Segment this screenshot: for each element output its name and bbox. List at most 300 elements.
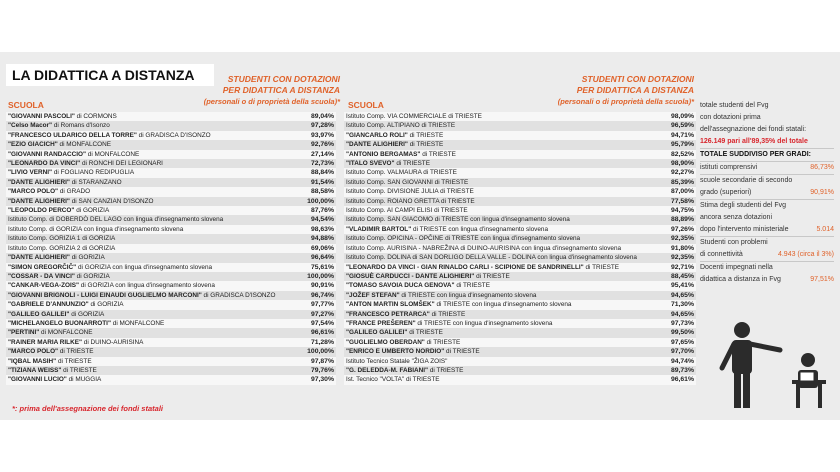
school-title: "DANTE ALIGHIERI" (346, 141, 408, 149)
school-location: di GRADO (58, 188, 91, 196)
school-name (346, 272, 510, 281)
percentage-value: 97,30% (310, 376, 334, 384)
table-row (6, 112, 336, 121)
school-name (8, 178, 122, 187)
table-row (6, 281, 336, 290)
table-row (6, 366, 336, 375)
school-location: Istituto Comp. OPICINA - OPČINE di TRIESTE con lingua d'insegnamento slovena (346, 235, 581, 243)
percentage-value: 92,35% (670, 254, 694, 262)
school-title: "MARCO POLO" (8, 188, 59, 196)
table-row (6, 215, 336, 224)
school-location: di RONCHI DEI LEGIONARI (80, 160, 163, 168)
school-title: "ANTON MARTIN SLOMŠEK" (346, 301, 435, 309)
table-row (6, 178, 336, 187)
percentage-value: 96,61% (670, 376, 694, 384)
school-location: di GORIZIA con lingua d'insegnamento slovena (79, 282, 215, 290)
percentage-value: 96,59% (670, 122, 694, 130)
percentage-value: 99,50% (670, 329, 694, 337)
school-name (8, 187, 90, 196)
table-row (344, 150, 696, 159)
school-name (346, 150, 456, 159)
school-location: di TRIESTE (428, 366, 464, 374)
school-location: Istituto Comp. SAN GIACOMO di TRIESTE con lingua d'insegnamento slovena (346, 216, 570, 224)
percentage-value: 77,58% (670, 197, 694, 205)
school-title: "PERTINI" (8, 329, 40, 337)
school-location: di TRIESTE (58, 348, 94, 356)
table-row (344, 366, 696, 375)
table-row (344, 131, 696, 140)
percentage-value: 97,73% (670, 319, 694, 327)
table-row (6, 328, 336, 337)
left-column-header (150, 74, 340, 107)
table-row (344, 253, 696, 262)
table-row (344, 263, 696, 272)
summary-stima-1: Stima degli studenti del Fvg (700, 202, 786, 209)
percentage-value: 97,54% (310, 319, 334, 327)
percentage-value: 87,00% (670, 188, 694, 196)
table-row (344, 112, 696, 121)
school-title: "ENRICO E UMBERTO NORDIO" (346, 348, 445, 356)
school-name (346, 244, 621, 253)
summary-secondarie-1: scuole secondarie di secondo (700, 177, 793, 184)
school-location: di MONFALCONE (57, 141, 111, 149)
school-name (8, 225, 183, 234)
header-line-2: PER DIDATTICA A DISTANZA (222, 85, 340, 95)
percentage-value: 96,61% (310, 329, 334, 337)
school-name (346, 178, 468, 187)
school-name (8, 253, 105, 262)
school-name (8, 159, 163, 168)
table-row (344, 357, 696, 366)
school-location: Istituto Comp. AURISINA - NABREŽINA di DUINO-AURISINA con lingua d'insegnamento slovena (346, 244, 622, 252)
table-row (6, 244, 336, 253)
percentage-value: 90,91% (310, 282, 334, 290)
table-row (344, 225, 696, 234)
school-name (8, 140, 111, 149)
school-name (8, 375, 101, 384)
school-title: "GIOVANNI PASCOLI" (8, 113, 75, 120)
table-row (6, 338, 336, 347)
percentage-value: 89,04% (310, 113, 334, 120)
school-location: di GRADISCA D'ISONZO (136, 131, 211, 139)
school-location: di GRADISCA D'ISONZO (201, 291, 276, 299)
school-name (8, 281, 215, 290)
school-location: Istituto Comp. VALMAURA di TRIESTE (346, 169, 457, 177)
percentage-value: 98,90% (670, 160, 694, 168)
right-school-label: SCUOLA (348, 100, 384, 110)
school-location: di GORIZIA (74, 207, 110, 215)
school-title: "TIZIANA WEISS" (8, 366, 62, 374)
percentage-value: 100,00% (307, 197, 334, 205)
school-name (8, 112, 117, 121)
right-column-header (510, 74, 694, 107)
school-title: "FRANCESCO ULDARICO DELLA TORRE" (8, 131, 137, 139)
school-name (346, 131, 443, 140)
school-location: di TRIESTE (407, 131, 444, 139)
percentage-value: 88,58% (310, 188, 334, 196)
percentage-value: 97,70% (670, 348, 694, 356)
table-row (344, 291, 696, 300)
table-row (344, 281, 696, 290)
school-name (8, 121, 110, 130)
table-row (344, 375, 696, 384)
school-name (346, 140, 443, 149)
table-row (344, 234, 696, 243)
school-location: Ist. Tecnico "VOLTA" di TRIESTE (346, 376, 440, 384)
summary-connettivita (700, 249, 834, 262)
table-row (344, 300, 696, 309)
school-name (8, 319, 164, 328)
percentage-value: 94,75% (670, 207, 694, 215)
school-title: "MARCO POLO" (8, 348, 59, 356)
table-row (344, 140, 696, 149)
school-name (346, 338, 460, 347)
percentage-value: 96,64% (310, 254, 334, 262)
school-name (8, 272, 110, 281)
school-title: "GABRIELE D'ANNUNZIO" (8, 301, 89, 309)
secondarie-value: 90,91% (810, 189, 834, 196)
summary-line: con dotazioni prima (700, 114, 761, 121)
school-title: "GIOVANNI LUCIO" (8, 376, 67, 384)
percentage-value: 97,87% (310, 357, 334, 365)
school-name (8, 131, 211, 140)
school-name (346, 357, 447, 366)
school-location: di TRIESTE (583, 263, 620, 271)
school-name (346, 187, 474, 196)
school-name (346, 159, 430, 168)
school-location: di TRIESTE (407, 329, 443, 337)
table-row (6, 206, 336, 215)
table-row (344, 187, 696, 196)
table-row (6, 197, 336, 206)
istituti-value: 86,73% (810, 164, 834, 171)
table-row (6, 300, 336, 309)
percentage-value: 69,06% (310, 244, 334, 252)
percentage-value: 95,79% (670, 141, 694, 149)
school-location: Istituto Comp. ALTIPIANO di TRIESTE (346, 122, 456, 130)
percentage-value: 100,00% (307, 272, 334, 280)
school-location: Istituto Comp. DOLINA di SAN DORLIGO DELLA VALLE - DOLINA con lingua d'insegnamento slovena (346, 254, 637, 262)
school-name (346, 310, 465, 319)
percentage-value: 95,41% (670, 282, 694, 290)
school-location: di TRIESTE (407, 141, 444, 149)
school-name (346, 197, 475, 206)
percentage-value: 27,14% (310, 150, 334, 158)
stima-value: 5.014 (816, 226, 834, 233)
school-location: di TRIESTE con lingua d'insegnamento slovena (415, 319, 553, 327)
school-location: di TRIESTE (56, 357, 92, 365)
table-row (6, 234, 336, 243)
school-title: "LIVIO VERNI" (8, 169, 53, 177)
school-name (346, 215, 570, 224)
summary-docenti-1: Docenti impegnati nella (700, 264, 773, 271)
school-title: "GIOVANNI BRIGNOLI - LUIGI EINAUDI GUGLIELMO MARCONI" (8, 291, 202, 299)
school-name (346, 121, 455, 130)
school-location: di GORIZIA (88, 301, 124, 309)
left-school-table (6, 112, 336, 385)
school-title: "FRANCESCO PETRARCA" (346, 310, 430, 318)
table-row (6, 140, 336, 149)
table-row (6, 291, 336, 300)
percentage-value: 71,30% (670, 301, 694, 309)
summary-line: totale studenti del Fvg (700, 102, 769, 109)
school-title: "ANTONIO BERGAMAS" (346, 150, 421, 158)
school-name (8, 168, 134, 177)
school-location: Istituto Comp. ROIANO GRETTA di TRIESTE (346, 197, 475, 205)
school-name (8, 338, 143, 347)
percentage-value: 98,09% (670, 113, 694, 120)
percentage-value: 85,39% (670, 178, 694, 186)
school-location: di GORIZIA (69, 254, 105, 262)
percentage-value: 94,71% (670, 131, 694, 139)
school-title: "GIANCARLO ROLI" (346, 131, 408, 139)
summary-connettivita-1: Studenti con problemi (700, 239, 768, 246)
school-title: "LEONARDO DA VINCI" (8, 160, 81, 168)
school-location: di MONFALCONE (110, 319, 165, 327)
school-location: di TRIESTE (474, 272, 510, 280)
teacher-and-student-icon (718, 320, 838, 412)
percentage-value: 88,84% (310, 169, 334, 177)
percentage-value: 82,52% (670, 150, 694, 158)
summary-total: 126.149 pari all'89,35% del totale (700, 136, 834, 149)
school-name (8, 328, 93, 337)
connettivita-value: 4.943 (circa il 3%) (777, 251, 834, 258)
percentage-value: 91,54% (310, 178, 334, 186)
table-row (344, 328, 696, 337)
school-title: "GUGLIELMO OBERDAN" (346, 338, 425, 346)
school-location: di GORIZIA con lingua d'insegnamento slovena (76, 263, 213, 271)
docenti-label: didattica a distanza in Fvg (700, 276, 781, 283)
school-location: di TRIESTE con lingua d'insegnamento slovena (411, 225, 549, 233)
school-location: di TRIESTE (420, 150, 456, 158)
percentage-value: 91,80% (670, 244, 694, 252)
school-name (346, 112, 482, 121)
school-location: Istituto Comp. DIVISIONE JULIA di TRIESTE (346, 188, 474, 196)
school-name (346, 375, 440, 384)
school-location: di TRIESTE con lingua d'insegnamento slovena (434, 301, 572, 309)
school-name (346, 234, 580, 243)
school-title: "SIMON GREGORČIČ" (8, 263, 77, 271)
school-name (8, 197, 154, 206)
table-row (6, 357, 336, 366)
school-location: di MUGGIA (66, 376, 102, 384)
table-row (344, 168, 696, 177)
summary-subtitle: TOTALE SUDDIVISO PER GRADI: (700, 149, 834, 162)
school-location: Istituto Comp. GORIZIA 1 di GORIZIA (8, 235, 116, 243)
school-location: Istituto Tecnico Statale "ŽIGA ZOIS" (346, 357, 448, 365)
school-location: di CORMONS (74, 113, 117, 120)
percentage-value: 96,74% (310, 291, 334, 299)
percentage-value: 97,65% (670, 338, 694, 346)
istituti-label: istituti comprensivi (700, 164, 758, 171)
school-location: di STARANZANO (69, 178, 122, 186)
school-location: di MONFALCONE (86, 150, 140, 158)
summary-sidebar (700, 100, 834, 286)
school-title: "GALILEO GALILEI" (8, 310, 70, 318)
school-name (346, 253, 637, 262)
school-title: "IQBAL MASIH" (8, 357, 57, 365)
school-location: di TRIESTE (61, 366, 97, 374)
percentage-value: 98,63% (310, 225, 334, 233)
table-row (6, 225, 336, 234)
percentage-value: 97,26% (670, 225, 694, 233)
table-row (6, 150, 336, 159)
school-title: "G. DELEDDA-M. FABIANI" (346, 366, 429, 374)
school-name (346, 225, 548, 234)
table-row (6, 121, 336, 130)
school-location: di Romans d'Isonzo (52, 122, 110, 130)
summary-line: dell'assegnazione dei fondi statali: (700, 126, 807, 133)
table-row (344, 178, 696, 187)
school-location: Istituto Comp. GORIZIA 2 di GORIZIA (8, 244, 116, 252)
school-title: "LEONARDO DA VINCI - GIAN RINALDO CARLI - SCIPIONE DE SANDRINELLI" (346, 263, 584, 271)
table-row (6, 272, 336, 281)
percentage-value: 97,77% (310, 301, 334, 309)
school-location: di TRIESTE (429, 310, 466, 318)
percentage-value: 100,00% (307, 348, 334, 356)
school-location: di GORIZIA (74, 272, 110, 280)
table-row (6, 168, 336, 177)
school-name (346, 281, 490, 290)
header-line-1: STUDENTI CON DOTAZIONI (227, 74, 340, 84)
school-location: di MONFALCONE (39, 329, 93, 337)
percentage-value: 92,76% (310, 141, 334, 149)
percentage-value: 94,54% (310, 216, 334, 224)
table-row (344, 197, 696, 206)
school-name (8, 366, 97, 375)
school-name (8, 347, 94, 356)
table-row (344, 347, 696, 356)
percentage-value: 97,28% (310, 122, 334, 130)
school-title: "DANTE ALIGHIERI" (8, 254, 70, 262)
school-name (346, 263, 619, 272)
school-name (8, 300, 124, 309)
table-row (344, 310, 696, 319)
school-title: "DANTE ALIGHIERI" (8, 178, 70, 186)
school-name (8, 263, 212, 272)
school-title: "ITALO SVEVO" (346, 160, 395, 168)
school-name (346, 300, 571, 309)
school-name (8, 357, 92, 366)
summary-stima-2: ancora senza dotazioni (700, 214, 772, 221)
percentage-value: 93,97% (310, 131, 334, 139)
table-row (344, 244, 696, 253)
percentage-value: 79,76% (310, 366, 334, 374)
header-line-3: (personali o di proprietà della scuola)* (203, 97, 340, 106)
percentage-value: 75,61% (310, 263, 334, 271)
percentage-value: 94,74% (670, 357, 694, 365)
school-location: di TRIESTE con lingua d'insegnamento slovena (399, 291, 537, 299)
table-row (6, 187, 336, 196)
school-name (346, 206, 468, 215)
school-name (8, 150, 139, 159)
school-title: "GIOVANNI RANDACCIO" (8, 150, 87, 158)
right-school-table (344, 112, 696, 385)
school-title: "MICHELANGELO BUONARROTI" (8, 319, 111, 327)
header-line-2: PER DIDATTICA A DISTANZA (576, 85, 694, 95)
table-row (6, 159, 336, 168)
percentage-value: 92,71% (670, 263, 694, 271)
school-title: "CANKAR-VEGA-ZOIS" (8, 282, 80, 290)
school-location: Istituto Comp. di DOBERDÒ DEL LAGO con lingua d'insegnamento slovena (8, 216, 224, 224)
percentage-value: 87,76% (310, 207, 334, 215)
page-title: LA DIDATTICA A DISTANZA (6, 64, 214, 86)
school-location: di FOGLIANO REDIPUGLIA (52, 169, 135, 177)
percentage-value: 71,28% (310, 338, 334, 346)
connettivita-label: di connettività (700, 251, 743, 258)
school-title: "Celso Macor" (8, 122, 53, 130)
table-row (6, 253, 336, 262)
percentage-value: 94,65% (670, 291, 694, 299)
school-name (8, 291, 275, 300)
school-title: "EZIO GIACICH" (8, 141, 58, 149)
table-row (344, 215, 696, 224)
school-name (8, 234, 115, 243)
docenti-value: 97,51% (810, 276, 834, 283)
percentage-value: 97,27% (310, 310, 334, 318)
secondarie-label: grado (superiori) (700, 189, 752, 196)
school-title: "TOMASO SAVOIA DUCA GENOVA" (346, 282, 455, 290)
school-title: "GALILEO GALILEI" (346, 329, 408, 337)
school-title: "RAINER MARIA RILKE" (8, 338, 82, 346)
left-school-label: SCUOLA (8, 100, 44, 110)
school-name (8, 244, 115, 253)
percentage-value: 92,27% (670, 169, 694, 177)
table-row (344, 272, 696, 281)
header-line-1: STUDENTI CON DOTAZIONI (581, 74, 694, 84)
table-row (6, 131, 336, 140)
school-title: "LEOPOLDO PERCO" (8, 207, 75, 215)
percentage-value: 94,88% (310, 235, 334, 243)
table-row (6, 263, 336, 272)
summary-secondarie (700, 187, 834, 200)
school-title: "JOŽEF STEFAN" (346, 291, 400, 299)
school-name (8, 206, 109, 215)
school-location: Istituto Comp. AI CAMPI ELISI di TRIESTE (346, 207, 468, 215)
school-title: "DANTE ALIGHIERI" (8, 197, 70, 205)
stima-label: dopo l'intervento ministeriale (700, 226, 789, 233)
table-row (6, 319, 336, 328)
percentage-value: 94,65% (670, 310, 694, 318)
school-location: di SAN CANZIAN D'ISONZO (69, 197, 154, 205)
school-name (8, 310, 104, 319)
percentage-value: 72,73% (310, 160, 334, 168)
school-location: di TRIESTE (454, 282, 490, 290)
school-location: di DUINO-AURISINA (82, 338, 144, 346)
table-row (344, 159, 696, 168)
school-location: Istituto Comp. VIA COMMERCIALE di TRIESTE (346, 113, 482, 120)
school-name (346, 168, 457, 177)
table-row (6, 375, 336, 384)
percentage-value: 88,89% (670, 216, 694, 224)
summary-istituti (700, 162, 834, 175)
school-name (346, 328, 443, 337)
table-row (6, 310, 336, 319)
table-row (344, 338, 696, 347)
school-name (346, 319, 552, 328)
table-row (344, 319, 696, 328)
school-name (8, 215, 223, 224)
school-location: di TRIESTE (394, 160, 430, 168)
school-location: di TRIESTE (444, 348, 480, 356)
school-title: "FRANCE PREŠEREN" (346, 319, 416, 327)
school-location: di TRIESTE (424, 338, 461, 346)
school-title: "VLADIMIR BARTOL" (346, 225, 412, 233)
table-row (344, 121, 696, 130)
footnote: *: prima dell'assegnazione dei fondi statali (12, 404, 163, 413)
header-line-3: (personali o di proprietà della scuola)* (557, 97, 694, 106)
school-location: Istituto Comp. di GORIZIA con lingua d'insegnamento slovena (8, 225, 184, 233)
